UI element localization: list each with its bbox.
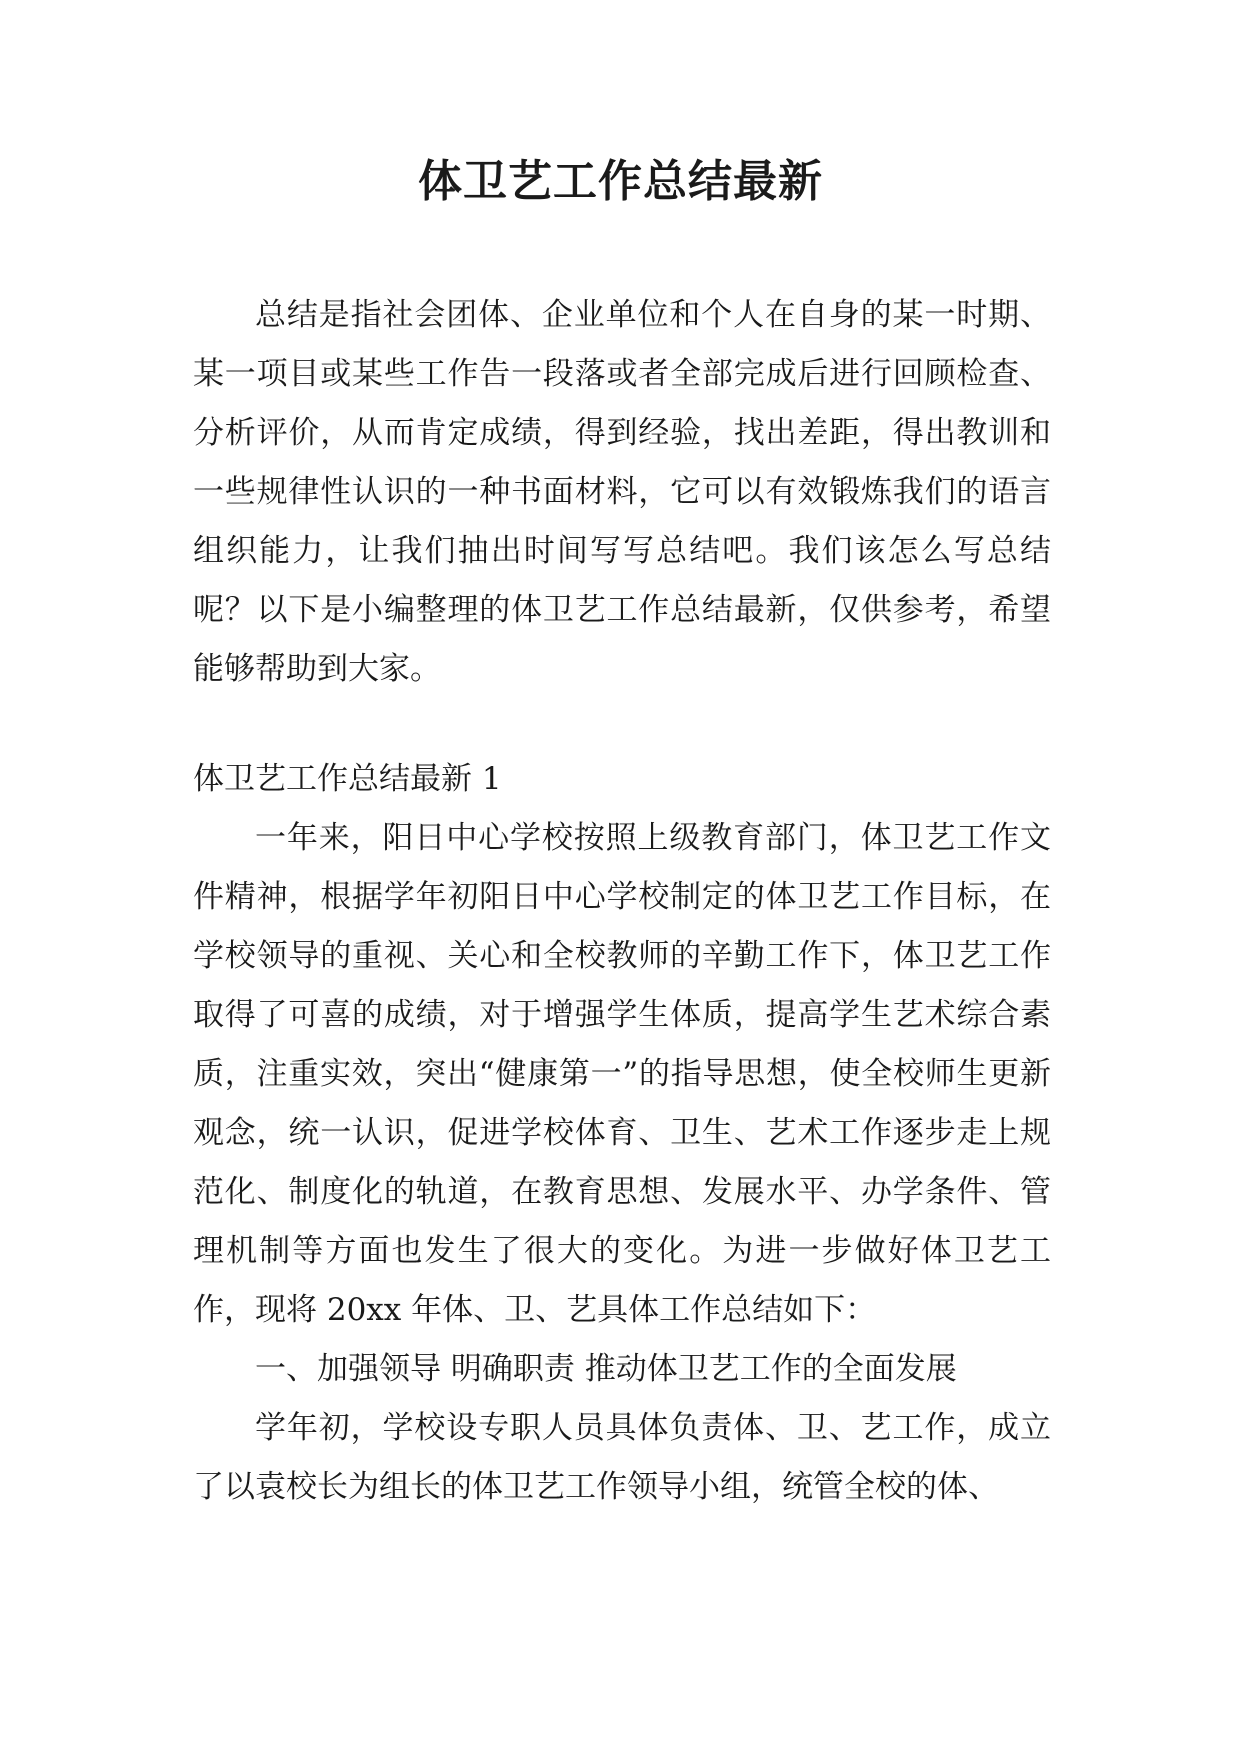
section-body <box>193 809 1051 1517</box>
section-paragraph-leadership: 学年初，学校设专职人员具体负责体、卫、艺工作，成立了以袁校长为组长的体卫艺工作领导小组，统管全校的体、 <box>193 1410 1051 1505</box>
document-title: 体卫艺工作总结最新 <box>418 156 823 207</box>
section-heading: 体卫艺工作总结最新 1 <box>193 761 502 797</box>
section-subheading: 一、加强领导 明确职责 推动体卫艺工作的全面发展 <box>255 1351 957 1387</box>
section-paragraph-overview: 一年来，阳日中心学校按照上级教育部门，体卫艺工作文件精神，根据学年初阳日中心学校制定的体卫艺工作目标，在学校领导的重视、关心和全校教师的辛勤工作下，体卫艺工作取得了可喜的成绩，对于增强学生体质，提高学生艺术综合素质，注重实效，突出“健康第一”的指导思想，使全校师生更新观念，统一认识，促进学校体育、卫生、艺术工作逐步走上规范化、制度化的轨道，在教育思想、发展水平、办学条件、管理机制等方面也发生了很大的变化。为进一步做好体卫艺工作，现将 20xx 年体、卫、艺具体工作总结如下： <box>193 820 1051 1328</box>
intro-paragraph: 总结是指社会团体、企业单位和个人在自身的某一时期、某一项目或某些工作告一段落或者全部完成后进行回顾检查、分析评价，从而肯定成绩，得到经验，找出差距，得出教训和一些规律性认识的一种书面材料，它可以有效锻炼我们的语言组织能力，让我们抽出时间写写总结吧。我们该怎么写总结呢？以下是小编整理的体卫艺工作总结最新，仅供参考，希望能够帮助到大家。 <box>193 297 1051 687</box>
